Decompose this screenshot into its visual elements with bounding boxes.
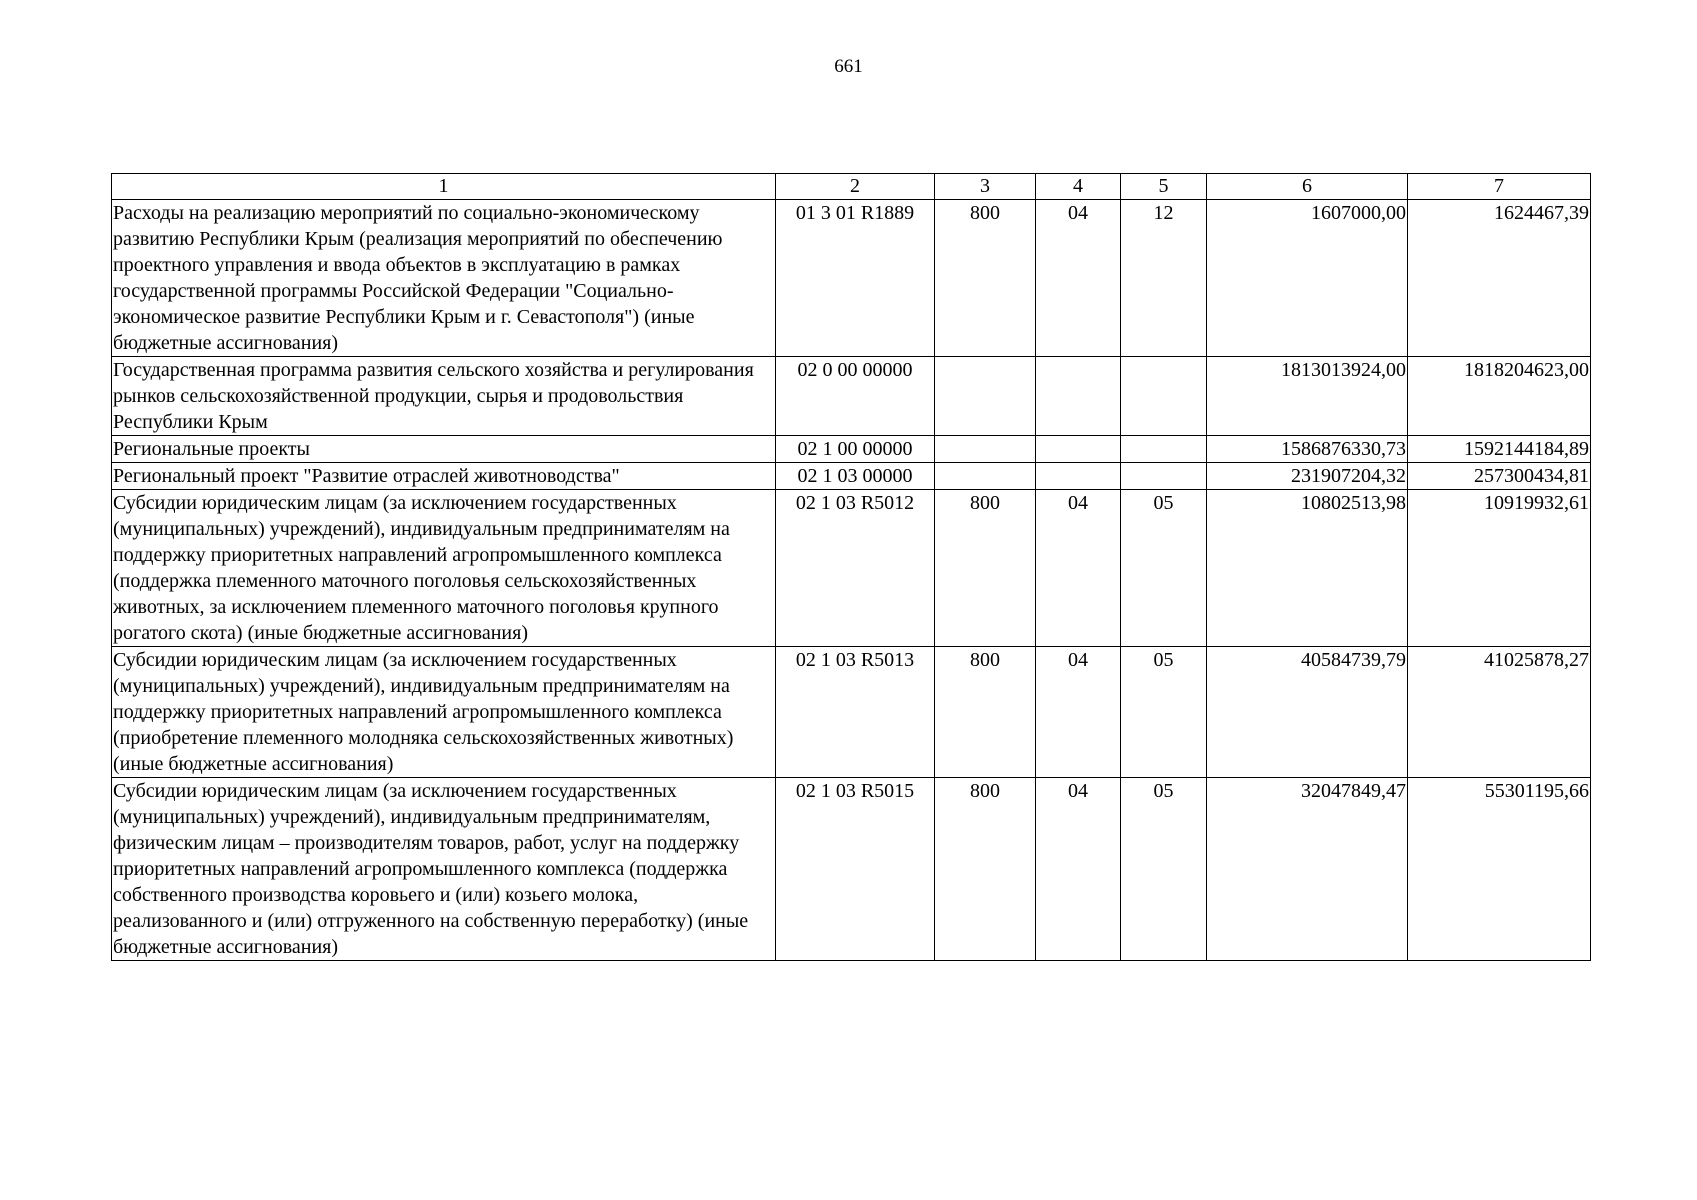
row-description: Региональные проекты [112, 436, 776, 463]
row-expense-type [935, 463, 1036, 490]
row-expense-type: 800 [935, 490, 1036, 647]
budget-table [111, 173, 1591, 961]
row-description: Расходы на реализацию мероприятий по социально-экономическому развитию Республики Крым (реализация мероприятий по обеспечению проектного управления и ввода объектов в эксплуатацию в рамках государственной программы Российской Федерации "Социально-экономическое развитие Республики Крым и г. Севастополя") (иные бюджетные ассигнования) [112, 200, 776, 357]
row-target-code: 02 1 03 R5012 [776, 490, 935, 647]
row-amount-col6: 10802513,98 [1207, 490, 1408, 647]
row-subsection [1121, 436, 1207, 463]
header-col-7: 7 [1408, 174, 1591, 200]
row-amount-col6: 40584739,79 [1207, 647, 1408, 778]
header-row [112, 174, 1591, 200]
row-amount-col7: 41025878,27 [1408, 647, 1591, 778]
header-col-4: 4 [1036, 174, 1121, 200]
row-target-code: 01 3 01 R1889 [776, 200, 935, 357]
row-target-code: 02 0 00 00000 [776, 357, 935, 436]
row-expense-type: 800 [935, 778, 1036, 961]
row-description: Субсидии юридическим лицам (за исключением государственных (муниципальных) учреждений), индивидуальным предпринимателям, физическим лицам – производителям товаров, работ, услуг на поддержку приоритетных направлений агропромышленного комплекса (поддержка собственного производства коровьего и (или) козьего молока, реализованного и (или) отгруженного на собственную переработку) (иные бюджетные ассигнования) [112, 778, 776, 961]
row-section: 04 [1036, 778, 1121, 961]
table-row [112, 778, 1591, 961]
row-expense-type: 800 [935, 647, 1036, 778]
table-row [112, 436, 1591, 463]
row-section: 04 [1036, 647, 1121, 778]
row-section: 04 [1036, 490, 1121, 647]
row-amount-col7: 55301195,66 [1408, 778, 1591, 961]
row-subsection: 05 [1121, 778, 1207, 961]
row-amount-col6: 231907204,32 [1207, 463, 1408, 490]
row-description: Государственная программа развития сельского хозяйства и регулирования рынков сельскохозяйственной продукции, сырья и продовольствия Республики Крым [112, 357, 776, 436]
row-amount-col7: 10919932,61 [1408, 490, 1591, 647]
table-body [112, 200, 1591, 961]
row-target-code: 02 1 03 00000 [776, 463, 935, 490]
row-target-code: 02 1 03 R5013 [776, 647, 935, 778]
header-col-3: 3 [935, 174, 1036, 200]
row-subsection: 05 [1121, 647, 1207, 778]
header-col-1: 1 [112, 174, 776, 200]
table-row [112, 490, 1591, 647]
row-amount-col7: 1818204623,00 [1408, 357, 1591, 436]
row-subsection [1121, 463, 1207, 490]
row-description: Региональный проект "Развитие отраслей животноводства" [112, 463, 776, 490]
row-target-code: 02 1 00 00000 [776, 436, 935, 463]
header-col-5: 5 [1121, 174, 1207, 200]
table-row [112, 200, 1591, 357]
row-section [1036, 463, 1121, 490]
row-subsection: 05 [1121, 490, 1207, 647]
row-section [1036, 436, 1121, 463]
page-number: 661 [834, 56, 863, 77]
row-expense-type [935, 357, 1036, 436]
header-col-2: 2 [776, 174, 935, 200]
row-subsection [1121, 357, 1207, 436]
header-col-6: 6 [1207, 174, 1408, 200]
row-amount-col7: 1624467,39 [1408, 200, 1591, 357]
row-amount-col6: 1813013924,00 [1207, 357, 1408, 436]
table-row [112, 647, 1591, 778]
table-row [112, 463, 1591, 490]
row-target-code: 02 1 03 R5015 [776, 778, 935, 961]
row-subsection: 12 [1121, 200, 1207, 357]
row-section [1036, 357, 1121, 436]
row-amount-col7: 1592144184,89 [1408, 436, 1591, 463]
table-row [112, 357, 1591, 436]
row-amount-col6: 32047849,47 [1207, 778, 1408, 961]
row-section: 04 [1036, 200, 1121, 357]
row-amount-col6: 1586876330,73 [1207, 436, 1408, 463]
table-header [112, 174, 1591, 200]
row-expense-type: 800 [935, 200, 1036, 357]
row-description: Субсидии юридическим лицам (за исключением государственных (муниципальных) учреждений), индивидуальным предпринимателям на поддержку приоритетных направлений агропромышленного комплекса (поддержка племенного маточного поголовья сельскохозяйственных животных, за исключением племенного маточного поголовья крупного рогатого скота) (иные бюджетные ассигнования) [112, 490, 776, 647]
row-description: Субсидии юридическим лицам (за исключением государственных (муниципальных) учреждений), индивидуальным предпринимателям на поддержку приоритетных направлений агропромышленного комплекса (приобретение племенного молодняка сельскохозяйственных животных) (иные бюджетные ассигнования) [112, 647, 776, 778]
row-expense-type [935, 436, 1036, 463]
row-amount-col7: 257300434,81 [1408, 463, 1591, 490]
row-amount-col6: 1607000,00 [1207, 200, 1408, 357]
